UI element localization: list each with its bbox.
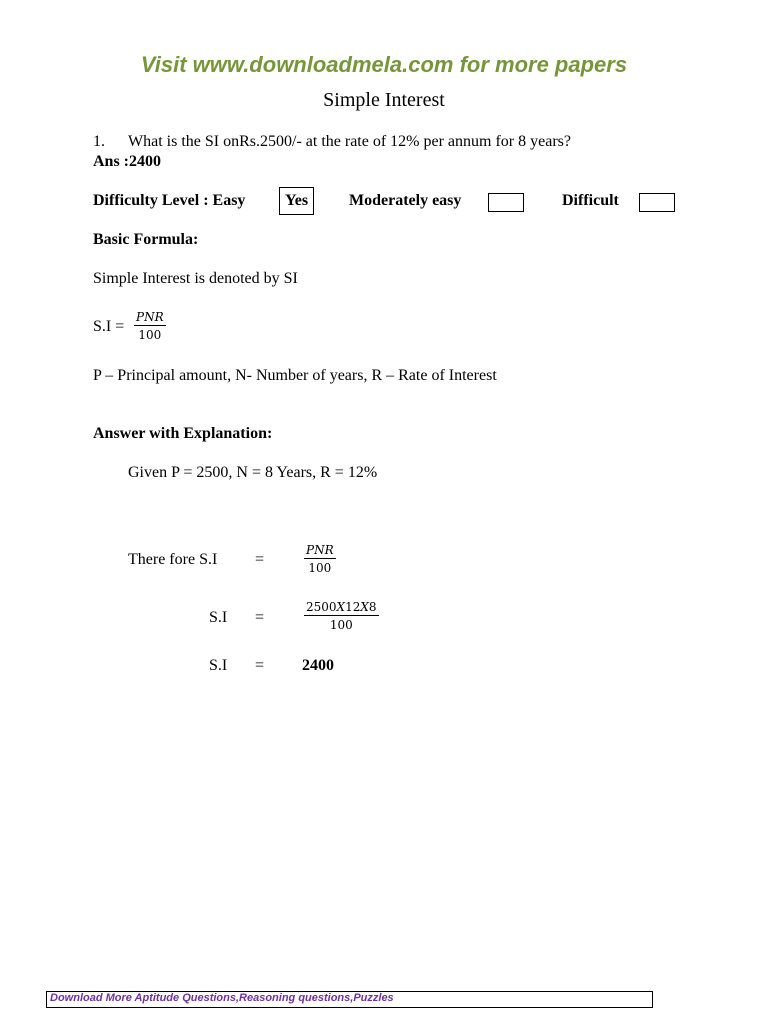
step2-denominator: 100 <box>329 618 353 632</box>
moderately-easy-label: Moderately easy <box>349 192 462 209</box>
step2-num-principal: 2500 <box>306 600 337 614</box>
step1-numerator: PNR <box>306 543 334 557</box>
step2-num-times-2: X <box>360 600 369 614</box>
step1-equals: = <box>255 551 265 568</box>
step2-equals: = <box>255 609 265 626</box>
basic-formula-heading: Basic Formula: <box>93 231 199 248</box>
step2-label: S.I <box>209 609 228 626</box>
given-values: Given P = 2500, N = 8 Years, R = 12% <box>128 464 378 481</box>
explanation-heading: Answer with Explanation: <box>93 425 273 442</box>
step1-denominator: 100 <box>308 561 332 575</box>
easy-checkbox[interactable]: Yes <box>279 187 314 215</box>
variables-legend: P – Principal amount, N- Number of years, R – Rate of Interest <box>93 367 497 384</box>
step2-num-rate: 12 <box>345 600 361 614</box>
difficult-checkbox[interactable] <box>639 193 675 212</box>
formula-denominator: 100 <box>138 328 162 342</box>
step2-fraction <box>304 600 379 632</box>
final-result: 2400 <box>302 657 334 674</box>
step2-numerator <box>304 600 379 616</box>
step3-label: S.I <box>209 657 228 674</box>
difficulty-label: Difficulty Level : Easy <box>93 192 246 209</box>
formula-fraction <box>134 310 166 342</box>
step1-label: There fore S.I <box>128 551 218 568</box>
question-text: What is the SI onRs.2500/- at the rate of 12% per annum for 8 years? <box>128 133 571 150</box>
question-number: 1. <box>93 133 105 150</box>
formula-lhs: S.I = <box>93 318 125 335</box>
step2-num-times-1: X <box>336 600 346 614</box>
footer-link-box[interactable] <box>46 991 653 1008</box>
formula-numerator: PNR <box>136 310 164 324</box>
page-title: Simple Interest <box>323 89 445 111</box>
footer-link-text[interactable]: Download More Aptitude Questions,Reasoning questions,Puzzles <box>50 992 394 1004</box>
moderately-easy-checkbox[interactable] <box>488 193 524 212</box>
step2-num-years: 8 <box>368 600 377 614</box>
step1-fraction <box>304 543 336 575</box>
si-denoted-text: Simple Interest is denoted by SI <box>93 270 298 287</box>
difficult-label: Difficult <box>562 192 619 209</box>
step3-equals: = <box>255 657 265 674</box>
answer-line: Ans :2400 <box>93 153 162 170</box>
header-banner-link[interactable]: Visit www.downloadmela.com for more papers <box>140 52 628 77</box>
